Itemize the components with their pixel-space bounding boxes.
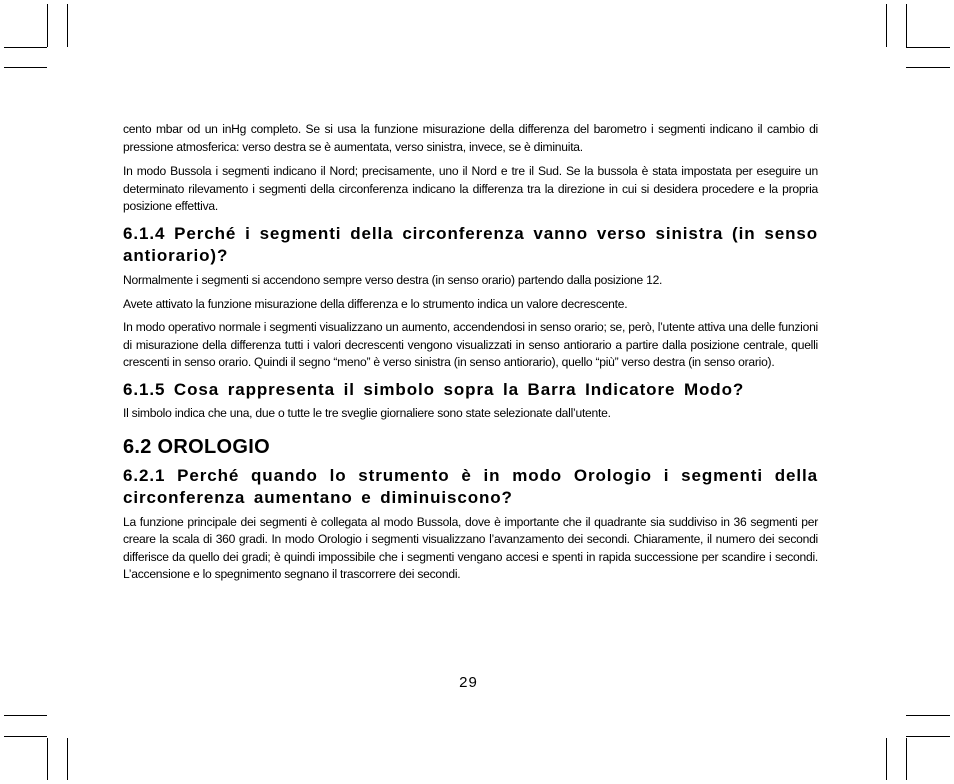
crop-mark	[886, 4, 887, 47]
section-heading-6-1-5: 6.1.5 Cosa rappresenta il simbolo sopra la Barra Indicatore Modo?	[123, 379, 745, 399]
crop-mark	[906, 67, 950, 68]
crop-mark	[4, 715, 47, 716]
crop-mark	[67, 738, 68, 780]
crop-mark	[906, 47, 950, 48]
crop-mark	[4, 67, 47, 68]
section-heading-6-1-4: 6.1.4 Perché i segmenti della circonferenza vanno verso sinistra (in senso antiorario)?	[123, 223, 818, 265]
section-heading-6-2-1: 6.2.1 Perché quando lo strumento è in modo Orologio i segmenti della circonferenza aumentano e diminuiscono?	[123, 465, 818, 507]
intro-paragraph: In modo Bussola i segmenti indicano il Nord; precisamente, uno il Nord e tre il Sud. Se la bussola è stata impostata per eseguire un determinato rilevamento i segmenti della circonferenza indicano la differenza tra la direzione in cui si desidera procedere e la propria posizione effettiva.	[123, 164, 818, 214]
crop-mark	[4, 47, 47, 48]
section-paragraph: La funzione principale dei segmenti è collegata al modo Bussola, dove è importante che il quadrante sia suddiviso in 36 segmenti per creare la scala di 360 gradi. In modo Orologio i segmenti visualizzano l’avanzamento dei secondi. Chiaramente, il numero dei secondi differisce da quello dei gradi; è quindi impossibile che i segmenti vengano accesi e spenti in rapida successione per scandire i secondi. L’accensione e lo spegnimento segnano il trascorrere dei secondi.	[123, 514, 818, 582]
crop-mark	[906, 736, 950, 737]
crop-mark	[47, 738, 48, 780]
section-paragraph: In modo operativo normale i segmenti visualizzano un aumento, accendendosi in senso orario; se, però, l’utente attiva una delle funzioni di misurazione della differenza tutti i valori decrescenti vengono visualizzati in senso antiorario a partire dalla posizione centrale, quelli crescenti in senso orario. Quindi il segno “meno” è verso sinistra (in senso antiorario), quello “più” verso destra (in senso orario).	[123, 320, 818, 370]
crop-mark	[906, 738, 907, 780]
section-heading-6-2: 6.2 OROLOGIO	[123, 435, 270, 458]
crop-mark	[47, 4, 48, 47]
crop-mark	[906, 4, 907, 47]
section-paragraph: Il simbolo indica che una, due o tutte le tre sveglie giornaliere sono state selezionate dall’utente.	[123, 405, 611, 420]
crop-mark	[67, 4, 68, 47]
section-paragraph: Normalmente i segmenti si accendono sempre verso destra (in senso orario) partendo dalla posizione 12.	[123, 272, 663, 287]
crop-mark	[4, 736, 47, 737]
page-number: 29	[459, 674, 478, 691]
crop-mark	[906, 715, 950, 716]
crop-mark	[886, 738, 887, 780]
page-content	[123, 121, 818, 584]
section-paragraph: Avete attivato la funzione misurazione della differenza e lo strumento indica un valore decrescente.	[123, 296, 628, 311]
intro-paragraph: cento mbar od un inHg completo. Se si usa la funzione misurazione della differenza del barometro i segmenti indicano il cambio di pressione atmosferica: verso destra se è aumentata, verso sinistra, invece, se è diminuita.	[123, 122, 818, 154]
